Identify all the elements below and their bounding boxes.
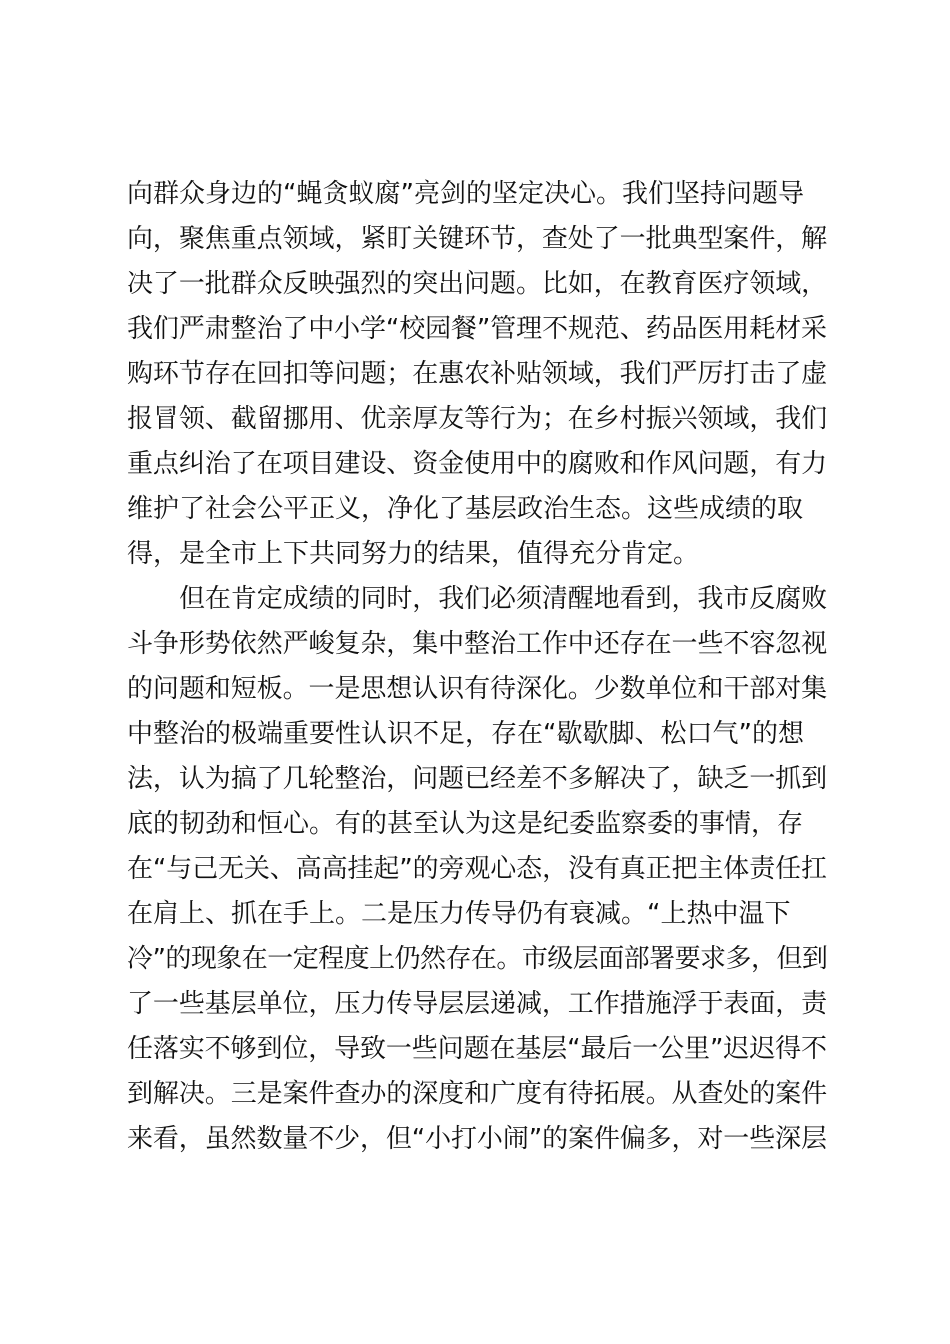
text-line: 冷”的现象在一定程度上仍然存在。市级层面部署要求多，但到	[127, 944, 828, 974]
text-line: 任落实不够到位，导致一些问题在基层“最后一公里”迟迟得不	[127, 1034, 827, 1064]
text-line: 向，聚焦重点领域，紧盯关键环节，查处了一批典型案件，解	[127, 224, 828, 254]
text-line: 的问题和短板。一是思想认识有待深化。少数单位和干部对集	[127, 674, 828, 704]
text-line: 到解决。三是案件查办的深度和广度有待拓展。从查处的案件	[127, 1079, 828, 1109]
paragraph-first-line: 但在肯定成绩的同时，我们必须清醒地看到，我市反腐败	[179, 584, 828, 614]
text-line: 报冒领、截留挪用、优亲厚友等行为；在乡村振兴领域，我们	[127, 404, 828, 434]
text-line: 在肩上、抓在手上。二是压力传导仍有衰减。“上热中温下	[127, 899, 791, 929]
text-line: 斗争形势依然严峻复杂，集中整治工作中还存在一些不容忽视	[127, 629, 828, 659]
text-line: 在“与己无关、高高挂起”的旁观心态，没有真正把主体责任扛	[127, 854, 827, 884]
text-line: 我们严肃整治了中小学“校园餐”管理不规范、药品医用耗材采	[127, 314, 827, 344]
text-line: 得，是全市上下共同努力的结果，值得充分肯定。	[127, 539, 700, 569]
text-line: 中整治的极端重要性认识不足，存在“歇歇脚、松口气”的想	[127, 719, 804, 749]
text-line: 法，认为搞了几轮整治，问题已经差不多解决了，缺乏一抓到	[127, 764, 828, 794]
text-line: 来看，虽然数量不少，但“小打小闹”的案件偏多，对一些深层	[127, 1124, 827, 1154]
text-line: 维护了社会公平正义，净化了基层政治生态。这些成绩的取	[127, 494, 804, 524]
text-line: 向群众身边的“蝇贪蚁腐”亮剑的坚定决心。我们坚持问题导	[127, 179, 804, 209]
text-line: 重点纠治了在项目建设、资金使用中的腐败和作风问题，有力	[127, 449, 828, 479]
text-line: 了一些基层单位，压力传导层层递减，工作措施浮于表面，责	[127, 989, 828, 1019]
body-text	[127, 172, 827, 1162]
text-line: 底的韧劲和恒心。有的甚至认为这是纪委监察委的事情，存	[127, 809, 804, 839]
text-line: 购环节存在回扣等问题；在惠农补贴领域，我们严厉打击了虚	[127, 359, 828, 389]
text-line: 决了一批群众反映强烈的突出问题。比如，在教育医疗领域，	[127, 269, 828, 299]
